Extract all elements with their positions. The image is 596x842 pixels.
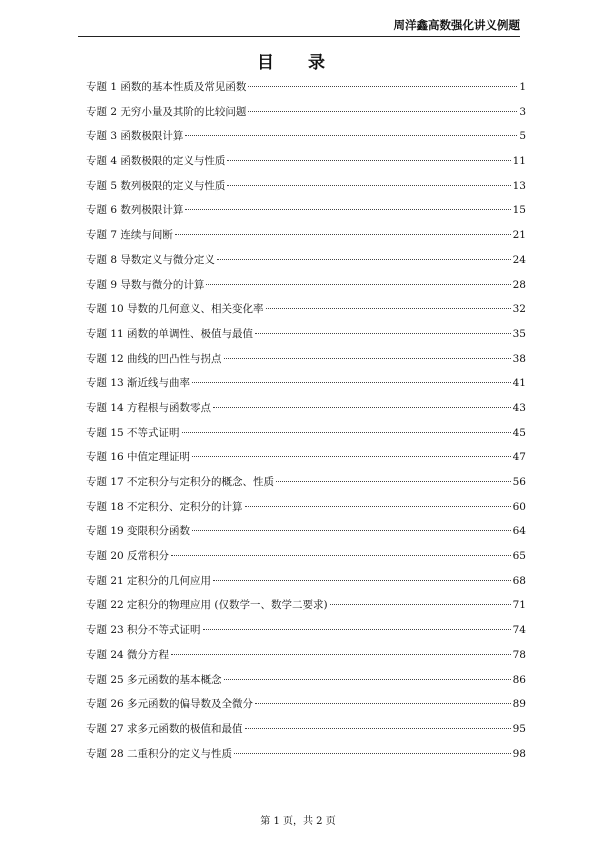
dot-leader xyxy=(248,111,517,112)
toc-entry-label: 专题 7 连续与间断 xyxy=(86,229,173,242)
toc-entry[interactable] xyxy=(86,643,526,668)
dot-leader xyxy=(213,407,511,408)
toc-entry-label: 专题 3 函数极限计算 xyxy=(86,130,184,143)
toc-entry[interactable] xyxy=(86,198,526,223)
dot-leader xyxy=(182,432,511,433)
toc-entry-page-number: 5 xyxy=(519,130,526,143)
toc-entry[interactable] xyxy=(86,75,526,100)
toc-entry-label: 专题 17 不定积分与定积分的概念、性质 xyxy=(86,476,275,488)
toc-entry-label: 专题 16 中值定理证明 xyxy=(86,451,191,464)
toc-entry-page-number: 11 xyxy=(512,155,526,168)
toc-entry-label: 专题 22 定积分的物理应用 (仅数学一、数学二要求) xyxy=(86,599,328,612)
dot-leader xyxy=(213,580,511,581)
toc-entry[interactable] xyxy=(86,593,526,618)
dot-leader xyxy=(255,703,511,704)
toc-entry[interactable] xyxy=(86,100,526,125)
toc-entry-page-number: 95 xyxy=(512,722,526,735)
toc-entry[interactable] xyxy=(86,618,526,643)
toc-entry-page-number: 21 xyxy=(512,229,526,242)
toc-entry-page-number: 35 xyxy=(512,327,526,340)
dot-leader xyxy=(330,604,511,605)
toc-entry-page-number: 1 xyxy=(519,81,526,93)
dot-leader xyxy=(171,654,511,655)
toc-entry[interactable] xyxy=(86,322,526,347)
dot-leader xyxy=(192,382,511,383)
toc-entry-page-number: 64 xyxy=(512,525,526,538)
toc-entry-page-number: 3 xyxy=(519,105,526,118)
dot-leader xyxy=(217,259,511,260)
dot-leader xyxy=(227,160,510,161)
toc-entry-label: 专题 6 数列极限计算 xyxy=(86,204,184,217)
toc-entry[interactable] xyxy=(86,717,526,742)
toc-entry[interactable] xyxy=(86,223,526,248)
toc-entry-page-number: 24 xyxy=(512,253,526,266)
toc-entry[interactable] xyxy=(86,297,526,322)
toc-entry[interactable] xyxy=(86,174,526,199)
toc-entry-label: 专题 19 变限积分函数 xyxy=(86,525,191,538)
dot-leader xyxy=(206,284,510,285)
toc-entry[interactable] xyxy=(86,445,526,470)
toc-entry-label: 专题 27 求多元函数的极值和最值 xyxy=(86,722,243,735)
toc-entry-page-number: 28 xyxy=(512,278,526,291)
dot-leader xyxy=(185,135,517,136)
toc-entry[interactable] xyxy=(86,248,526,273)
toc-entry-page-number: 32 xyxy=(512,303,526,316)
toc-entry-label: 专题 18 不定积分、定积分的计算 xyxy=(86,500,243,513)
toc-entry[interactable] xyxy=(86,569,526,594)
toc-entry[interactable] xyxy=(86,519,526,544)
toc-entry-label: 专题 10 导数的几何意义、相关变化率 xyxy=(86,303,264,316)
toc-entry[interactable] xyxy=(86,396,526,421)
dot-leader xyxy=(227,185,510,186)
toc-entry-label: 专题 4 函数极限的定义与性质 xyxy=(86,155,226,168)
dot-leader xyxy=(266,308,511,309)
toc-entry[interactable] xyxy=(86,273,526,298)
toc-entry-page-number: 78 xyxy=(512,648,526,661)
page-title: 目 录 xyxy=(257,53,339,73)
toc-entry-page-number: 98 xyxy=(512,747,526,760)
dot-leader xyxy=(248,86,517,87)
page-footer: 第 1 页，共 2 页 xyxy=(260,816,336,827)
toc-entry-label: 专题 8 导数定义与微分定义 xyxy=(86,253,215,266)
dot-leader xyxy=(245,506,511,507)
dot-leader xyxy=(192,456,511,457)
toc-entry[interactable] xyxy=(86,544,526,569)
dot-leader xyxy=(224,679,511,680)
dot-leader xyxy=(175,234,511,235)
toc-entry-label: 专题 12 曲线的凹凸性与拐点 xyxy=(86,352,222,365)
toc-entry[interactable] xyxy=(86,470,526,495)
toc-entry[interactable] xyxy=(86,495,526,520)
toc-entry[interactable] xyxy=(86,149,526,174)
toc-entry[interactable] xyxy=(86,692,526,717)
dot-leader xyxy=(276,481,511,482)
toc-entry-label: 专题 28 二重积分的定义与性质 xyxy=(86,747,233,760)
toc-entry-label: 专题 23 积分不等式证明 xyxy=(86,624,201,637)
toc-entry-label: 专题 14 方程根与函数零点 xyxy=(86,401,212,414)
toc-entry-page-number: 60 xyxy=(512,500,526,513)
dot-leader xyxy=(245,728,511,729)
toc-entry-label: 专题 1 函数的基本性质及常见函数 xyxy=(86,81,247,93)
toc-entry-page-number: 86 xyxy=(512,673,526,686)
toc-entry-page-number: 71 xyxy=(512,599,526,612)
toc-entry-label: 专题 25 多元函数的基本概念 xyxy=(86,673,222,686)
dot-leader xyxy=(203,629,511,630)
toc-entry-label: 专题 9 导数与微分的计算 xyxy=(86,278,205,291)
toc-entry-label: 专题 11 函数的单调性、极值与最值 xyxy=(86,327,254,340)
toc-entry-page-number: 65 xyxy=(512,550,526,563)
toc-entry[interactable] xyxy=(86,371,526,396)
toc-entry-page-number: 13 xyxy=(512,179,526,192)
toc-entry-label: 专题 2 无穷小量及其阶的比较问题 xyxy=(86,105,247,118)
toc-entry-page-number: 74 xyxy=(512,624,526,637)
dot-leader xyxy=(185,209,510,210)
toc-entry[interactable] xyxy=(86,421,526,446)
dot-leader xyxy=(234,753,511,754)
dot-leader xyxy=(255,333,511,334)
toc-entry-label: 专题 24 微分方程 xyxy=(86,648,170,661)
table-of-contents xyxy=(86,75,526,766)
toc-entry-label: 专题 5 数列极限的定义与性质 xyxy=(86,179,226,192)
toc-entry[interactable] xyxy=(86,742,526,767)
running-header: 周洋鑫高数强化讲义例题 xyxy=(78,14,520,37)
toc-entry[interactable] xyxy=(86,668,526,693)
toc-entry[interactable] xyxy=(86,124,526,149)
toc-entry-page-number: 45 xyxy=(512,426,526,439)
toc-entry-page-number: 68 xyxy=(512,574,526,587)
toc-entry-label: 专题 21 定积分的几何应用 xyxy=(86,574,212,587)
toc-entry-label: 专题 13 渐近线与曲率 xyxy=(86,377,191,390)
toc-entry-page-number: 47 xyxy=(512,451,526,464)
toc-entry-label: 专题 26 多元函数的偏导数及全微分 xyxy=(86,698,254,711)
toc-entry-page-number: 89 xyxy=(512,698,526,711)
toc-entry-label: 专题 15 不等式证明 xyxy=(86,426,180,439)
toc-entry-page-number: 15 xyxy=(512,204,526,217)
toc-entry-label: 专题 20 反常积分 xyxy=(86,550,170,563)
toc-entry-page-number: 41 xyxy=(512,377,526,390)
dot-leader xyxy=(171,555,511,556)
dot-leader xyxy=(192,530,511,531)
toc-entry-page-number: 43 xyxy=(512,401,526,414)
toc-entry-page-number: 56 xyxy=(512,476,526,488)
dot-leader xyxy=(224,358,511,359)
toc-entry-page-number: 38 xyxy=(512,352,526,365)
toc-entry[interactable] xyxy=(86,347,526,372)
